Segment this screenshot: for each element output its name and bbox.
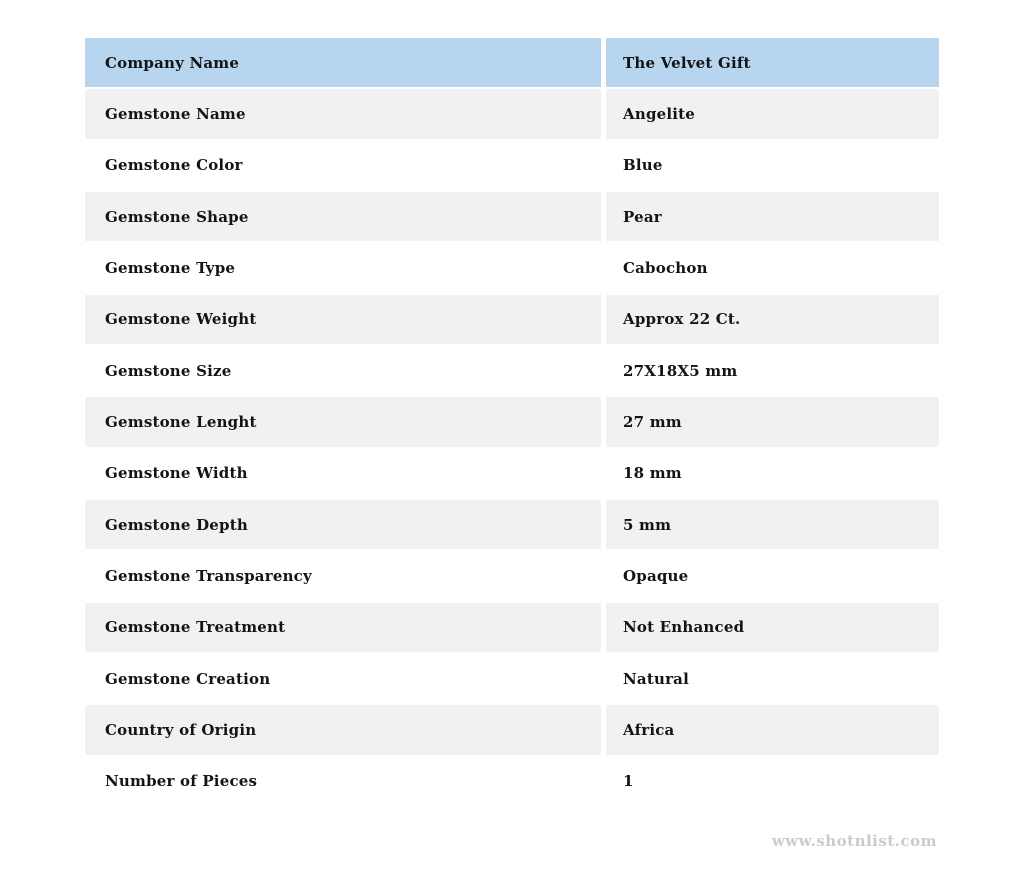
row-value-cell: 27 mm <box>606 397 939 448</box>
table-row <box>85 551 939 602</box>
row-label-cell: Gemstone Color <box>85 141 601 192</box>
table-row <box>85 192 939 243</box>
table-row <box>85 397 939 448</box>
row-label-cell: Gemstone Weight <box>85 295 601 346</box>
table-row <box>85 705 939 756</box>
row-label-cell: Gemstone Name <box>85 89 601 140</box>
table-row <box>85 295 939 346</box>
header-label-cell: Company Name <box>85 38 601 89</box>
row-value-cell: Angelite <box>606 89 939 140</box>
table-row <box>85 346 939 397</box>
table-row <box>85 243 939 294</box>
row-value-cell: Pear <box>606 192 939 243</box>
row-label-cell: Gemstone Depth <box>85 500 601 551</box>
table-row <box>85 449 939 500</box>
table-header-row <box>85 38 939 89</box>
row-label-cell: Number of Pieces <box>85 757 601 808</box>
row-value-cell: Not Enhanced <box>606 603 939 654</box>
table-row <box>85 603 939 654</box>
row-label-cell: Gemstone Width <box>85 449 601 500</box>
row-value-cell: Opaque <box>606 551 939 602</box>
table-row <box>85 654 939 705</box>
row-value-cell: 18 mm <box>606 449 939 500</box>
row-label-cell: Gemstone Transparency <box>85 551 601 602</box>
header-value-cell: The Velvet Gift <box>606 38 939 89</box>
gemstone-spec-table <box>85 38 939 808</box>
row-label-cell: Country of Origin <box>85 705 601 756</box>
row-value-cell: Natural <box>606 654 939 705</box>
row-label-cell: Gemstone Creation <box>85 654 601 705</box>
row-value-cell: Blue <box>606 141 939 192</box>
row-value-cell: 27X18X5 mm <box>606 346 939 397</box>
row-label-cell: Gemstone Type <box>85 243 601 294</box>
row-value-cell: Africa <box>606 705 939 756</box>
table-body <box>85 89 939 808</box>
row-value-cell: 1 <box>606 757 939 808</box>
row-label-cell: Gemstone Treatment <box>85 603 601 654</box>
row-value-cell: 5 mm <box>606 500 939 551</box>
table-row <box>85 141 939 192</box>
row-label-cell: Gemstone Size <box>85 346 601 397</box>
watermark-text: www.shotnlist.com <box>771 832 937 850</box>
row-label-cell: Gemstone Shape <box>85 192 601 243</box>
table-row <box>85 500 939 551</box>
row-label-cell: Gemstone Lenght <box>85 397 601 448</box>
row-value-cell: Approx 22 Ct. <box>606 295 939 346</box>
table-row <box>85 89 939 140</box>
row-value-cell: Cabochon <box>606 243 939 294</box>
table-row <box>85 757 939 808</box>
